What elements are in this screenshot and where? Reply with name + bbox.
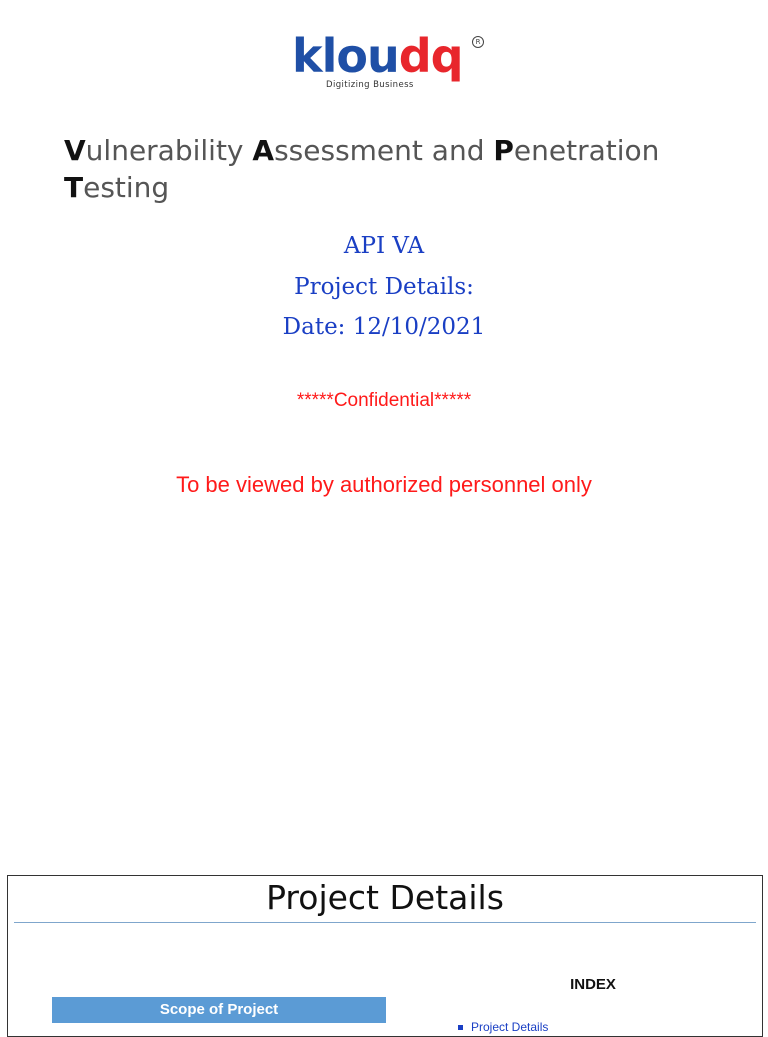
kloudq-logo bbox=[292, 29, 482, 94]
document-title bbox=[64, 132, 714, 206]
registered-mark-icon: R bbox=[472, 36, 484, 48]
title-line-2 bbox=[64, 169, 714, 206]
bullet-icon bbox=[458, 1025, 463, 1030]
title-divider bbox=[14, 922, 756, 923]
logo-wordmark: kloudq bbox=[292, 29, 463, 83]
title-line-1 bbox=[64, 132, 714, 169]
index-heading: INDEX bbox=[570, 976, 616, 993]
project-name: API VA bbox=[343, 233, 425, 259]
title-text: esting bbox=[83, 171, 170, 204]
project-details-label: Project Details: bbox=[294, 274, 474, 300]
index-list bbox=[458, 1020, 548, 1034]
title-text: enetration bbox=[513, 134, 660, 167]
project-date: Date: 12/10/2021 bbox=[282, 314, 486, 340]
confidential-marker: *****Confidential***** bbox=[296, 390, 472, 411]
title-initial: T bbox=[64, 171, 84, 204]
confidential-notice: To be viewed by authorized personnel only bbox=[176, 472, 592, 497]
logo-tagline: Digitizing Business bbox=[326, 80, 414, 90]
title-initial: V bbox=[64, 134, 86, 167]
title-text: ssessment and bbox=[274, 134, 494, 167]
slide-title: Project Details bbox=[266, 878, 504, 917]
title-initial: A bbox=[252, 134, 275, 167]
index-item[interactable] bbox=[458, 1020, 548, 1034]
title-text: ulnerability bbox=[85, 134, 253, 167]
project-details-slide bbox=[7, 875, 763, 1037]
title-initial: P bbox=[493, 134, 514, 167]
scope-of-project-header: Scope of Project bbox=[52, 997, 386, 1023]
index-item-label: Project Details bbox=[471, 1020, 549, 1034]
